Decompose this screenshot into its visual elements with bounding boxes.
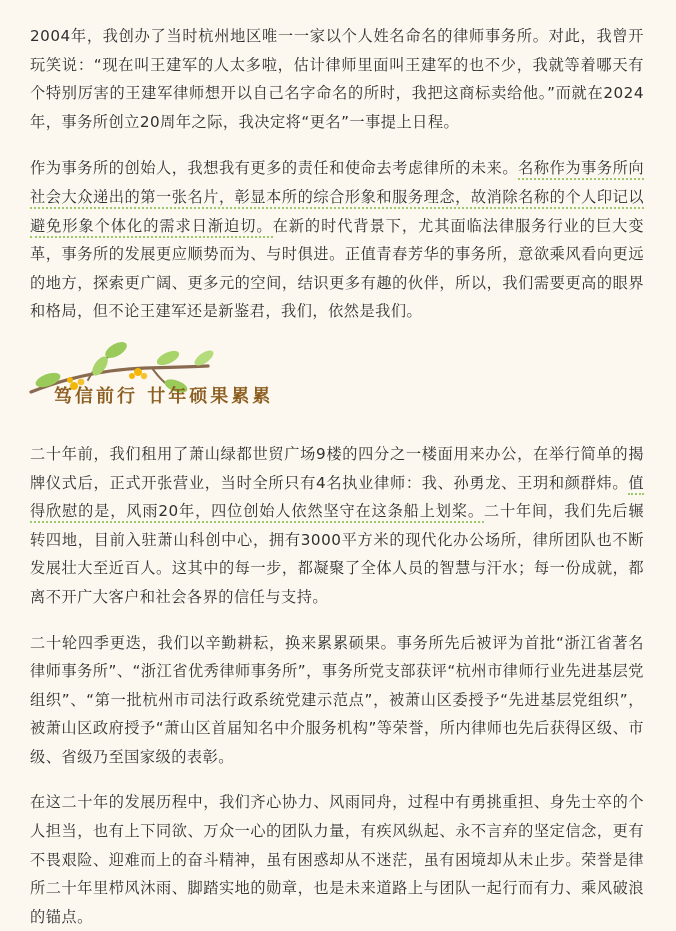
paragraph-honors [30, 629, 644, 772]
paragraph-history [30, 440, 644, 612]
underlined-text: 名称作为事务所向社会大众递出的第一张名片，彰显本所的综合形象和服务理念，故消除名称的个人印记以避免形象个体化的需求日渐迫切。 [30, 159, 644, 237]
paragraph-team-spirit [30, 788, 644, 931]
paragraph-text: 2004年，我创办了当时杭州地区唯一一家以个人姓名命名的律师事务所。对此，我曾开玩笑说：“现在叫王建军的人太多啦，估计律师里面叫王建军的也不少，我就等着哪天有个特别厉害的王建军律师想开以自己名字命名的所时，我把这商标卖给他。”而就在2024年，事务所创立20周年之际，我决定将“更名”一事提上日程。 [30, 27, 644, 131]
section-title: 笃信前行 廿年硕果累累 [54, 385, 274, 407]
paragraph-renaming-story [30, 22, 644, 136]
section-header [26, 336, 644, 440]
paragraph-founder-responsibility [30, 154, 644, 326]
paragraph-text: 在新的时代背景下，尤其面临法律服务行业的巨大变革，事务所的发展更应顺势而为、与时俱进。正值青春芳华的事务所，意欲乘风看向更远的地方，探索更广阔、更多元的空间，结识更多有趣的伙伴，所以，我们需要更高的眼界和格局，但不论王建军还是新鉴君，我们，依然是我们。 [30, 216, 645, 321]
paragraph-text: 在这二十年的发展历程中，我们齐心协力、风雨同舟，过程中有勇挑重担、身先士卒的个人担当，也有上下同欲、万众一心的团队力量，有疾风纵起、永不言弃的坚定信念，更有不畏艰险、迎难而上的奋斗精神，虽有困惑却从不迷茫，虽有困境却从未止步。荣誉是律所二十年里栉风沐雨、脚踏实地的勋章，也是未来道路上与团队一起行而有力、乘风破浪的锚点。 [30, 793, 644, 926]
paragraph-text: 二十年间，我们先后辗转四地，目前入驻萧山科创中心，拥有3000平方米的现代化办公场所，律所团队也不断发展壮大至近百人。这其中的每一步，都凝聚了全体人员的智慧与汗水；每一份成就，都离不开广大客户和社会各界的信任与支持。 [30, 502, 645, 606]
paragraph-text: 作为事务所的创始人，我想我有更多的责任和使命去考虑律所的未来。 [30, 159, 519, 178]
paragraph-text: 二十轮四季更迭，我们以辛勤耕耘，换来累累硕果。事务所先后被评为首批“浙江省著名律师事务所”、“浙江省优秀律师事务所”，事务所党支部获评“杭州市律师行业先进基层党组织”、“第一批杭州市司法行政系统党建示范点”，被萧山区委授予“先进基层党组织”，被萧山区政府授予“萧山区首届知名中介服务机构”等荣誉，所内律师也先后获得区级、市级、省级乃至国家级的表彰。 [30, 633, 644, 766]
underlined-text: 值得欣慰的是，风雨20年，四位创始人依然坚守在这条船上划桨。 [30, 474, 644, 524]
paragraph-text: 二十年前，我们租用了萧山绿都世贸广场9楼的四分之一楼面用来办公，在举行简单的揭牌仪式后，正式开张营业，当时全所只有4名执业律师：我、孙勇龙、王玥和颜群炜。 [30, 444, 644, 492]
